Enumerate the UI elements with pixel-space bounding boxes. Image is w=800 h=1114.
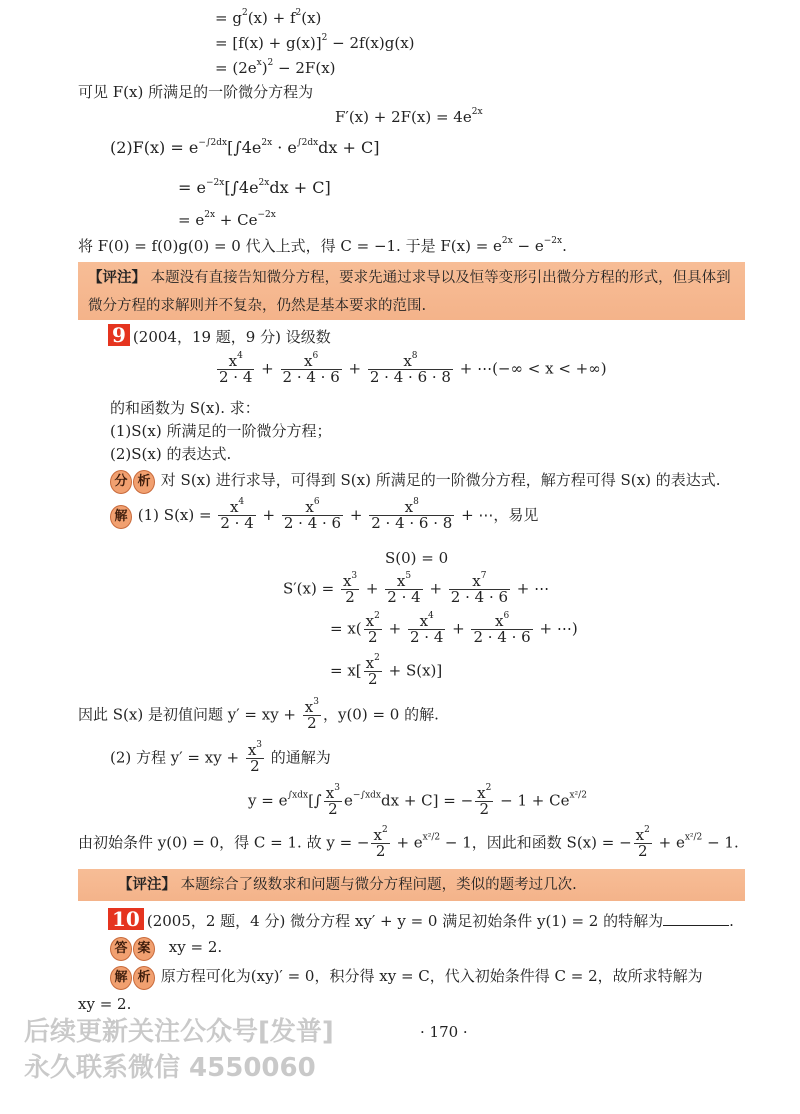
fraction: $\frac{x^2}{2}$ [635,825,650,860]
equation-line: S′(x) = $\frac{x^3}{2}$ + $\frac{x^5}{2 \cdot 4}$ + $\frac{x^7}{2 \cdot 4 \cdot 6}$ + ⋯ [283,571,550,606]
watermark-line: 永久联系微信 4550060 [24,1053,316,1083]
fraction: $\frac{x^8}{2 \cdot 4 \cdot 6 \cdot 8}$ [371,497,453,532]
comment-label: 【评注】 [118,876,176,893]
comment-text: 本题综合了级数求和问题与微分方程问题，类似的题考过几次. [180,877,577,893]
equation-line: = $[f(x) + g(x)]^2 - 2f(x)g(x)$ [215,33,415,52]
question-number: 9 [108,324,130,346]
fraction: $\frac{x^6}{2 \cdot 4 \cdot 6}$ [283,497,342,532]
fraction: $\frac{x^5}{2 \cdot 4}$ [387,571,421,606]
equation: (1) S(x) = $\frac{x^4}{2 \cdot 4}$ + $\frac{x^6}{2 \cdot 4 \cdot 6}$ + $\frac{x^8}{2 \cdot 4 \cdot 6 \cdot 8}$ + ⋯，易见 [137,497,539,532]
analysis-text: 对 S(x) 进行求导，可得到 S(x) 所满足的一阶微分方程，解方程可得 S(x) 的表达式. [160,471,721,489]
comment-box [78,262,745,320]
answer-text: xy = 2. [168,938,223,956]
question-number: 10 [108,908,144,930]
equation-line: = x[ $\frac{x^2}{2}$ + S(x)] [330,653,443,688]
fraction: $\frac{x^3}{2}$ [325,783,340,818]
analysis-line [110,470,720,494]
equation-line: $(2)F(x) = e^{-\int 2dx}[\int 4e^{2x} \cdot e^{\int 2dx}dx + C]$ [110,138,380,157]
question-9-header [108,324,331,347]
answer-blank [663,925,729,926]
text-line: 可见 F(x) 所满足的一阶微分方程为 [78,83,314,101]
fraction: $\frac{x^3}{2}$ [304,697,319,732]
watermark-line: 后续更新关注公众号[发普] [24,1017,334,1047]
answer-badge: 案 [133,937,155,961]
solution-badge: 解 [110,505,132,529]
explain-badge: 解 [110,966,132,990]
equation-line: $F'(x) + 2F(x) = 4e^{2x}$ [335,107,483,126]
series-equation: $\frac{x^4}{2 \cdot 4}$ + $\frac{x^6}{2 \cdot 4 \cdot 6}$ + $\frac{x^8}{2 \cdot 4 \cdot 6 \cdot 8}$ + ⋯(−∞ < x < +∞) [219,351,607,386]
text-line: 的和函数为 S(x). 求： [110,399,260,417]
equation-line: = x( $\frac{x^2}{2}$ + $\frac{x^4}{2 \cdot 4}$ + $\frac{x^6}{2 \cdot 4 \cdot 6}$ + ⋯) [330,611,578,646]
answer-line [110,937,222,961]
text-line: (2) 方程 y′ = xy + $\frac{x^3}{2}$ 的通解为 [110,740,331,775]
text-line: xy = 2. [78,995,132,1013]
text-line: (1)S(x) 所满足的一阶微分方程； [110,422,332,440]
question-10-header: 10 (2005，2 题，4 分) 微分方程 xy′ + y = 0 满足初始条件 y(1) = 2 的特解为 . [108,908,734,931]
fraction: $\frac{x^4}{2 \cdot 4}$ [219,351,253,386]
comment-box [78,869,745,901]
equation-line: = $g^2(x) + f^2(x)$ [215,8,322,27]
fraction: $\frac{x^6}{2 \cdot 4 \cdot 6}$ [473,611,531,646]
equation-line: S(0) = 0 [385,549,449,567]
fraction: $\frac{x^3}{2}$ [342,571,358,606]
equation-line: $y = e^{\int xdx}[\int$ $\frac{x^3}{2}$ $e^{-\int xdx}dx + C$] = − $\frac{x^2}{2}$ − $1 + Ce^{x^2/2}$ [248,783,587,818]
question-text: (2005，2 题，4 分) 微分方程 xy′ + y = 0 满足初始条件 y(1) = 2 的特解为 [146,912,664,930]
text-line: 由初始条件 y(0) = 0，得 C = 1. 故 y = − $\frac{x^2}{2}$ + $e^{x^2/2} - 1$，因此和函数 S(x) = − $\frac{x^2}{2}$ + $e^{x^2/2} - 1$. [78,825,739,860]
text-line: 因此 S(x) 是初值问题 y′ = xy + $\frac{x^3}{2}$ ，y(0) = 0 的解. [78,697,439,732]
equation-line: = $(2e^x)^2 - 2F(x)$ [215,58,336,77]
solution-line [110,497,539,532]
fraction: $\frac{x^4}{2 \cdot 4}$ [220,497,254,532]
fraction: $\frac{x^2}{2}$ [477,783,492,818]
page-number: · 170 · [420,1023,468,1041]
fraction: $\frac{x^2}{2}$ [365,653,380,688]
fraction: $\frac{x^7}{2 \cdot 4 \cdot 6}$ [450,571,509,606]
text-line: (2)S(x) 的表达式. [110,445,232,463]
question-source: (2004，19 题，9 分) 设级数 [132,328,331,346]
comment-text: 本题没有直接告知微分方程，要求先通过求导以及恒等变形引出微分方程的形式，但具体到微分方程的求解则并不复杂，仍然是基本要求的范围. [88,270,731,314]
explain-text: 原方程可化为(xy)′ = 0，积分得 xy = C，代入初始条件得 C = 2，故所求特解为 [160,967,703,985]
fraction: $\frac{x^2}{2}$ [373,825,388,860]
equation-line: = $e^{-2x}[\int 4e^{2x}dx + C]$ [178,178,331,197]
fraction: $\frac{x^2}{2}$ [365,611,380,646]
fraction: $\frac{x^6}{2 \cdot 4 \cdot 6}$ [282,351,340,386]
analysis-badge: 析 [133,470,155,494]
explain-line [110,966,703,990]
fraction: $\frac{x^8}{2 \cdot 4 \cdot 6 \cdot 8}$ [369,351,451,386]
answer-badge: 答 [110,937,132,961]
analysis-badge: 分 [110,470,132,494]
comment-label: 【评注】 [88,269,146,286]
fraction: $\frac{x^3}{2}$ [247,740,263,775]
equation-line: = $e^{2x} + Ce^{-2x}$ [178,210,276,229]
text-line: 将 F(0) = f(0)g(0) = 0 代入上式，得 C = −1. 于是 $F(x) = e^{2x} - e^{-2x}$. [78,236,567,255]
fraction: $\frac{x^4}{2 \cdot 4}$ [409,611,444,646]
explain-badge: 析 [133,966,155,990]
